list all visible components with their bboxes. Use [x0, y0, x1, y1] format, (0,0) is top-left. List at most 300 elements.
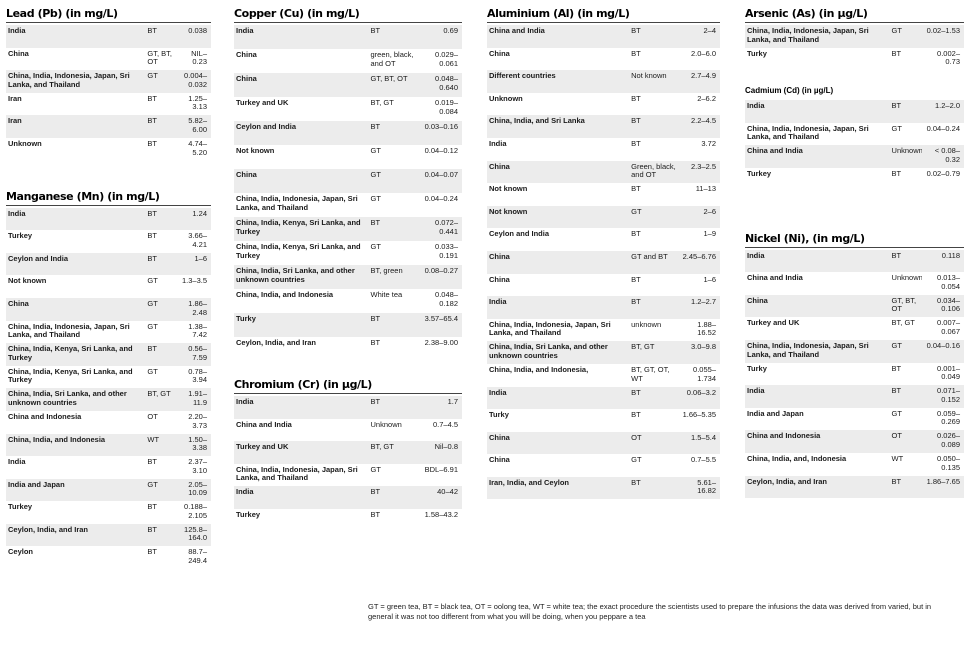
country-cell: China, India, Kenya, Sri Lanka, and Turkey — [6, 343, 145, 366]
table-row — [487, 319, 720, 342]
tea-type-cell: GT — [891, 123, 902, 133]
value-cell: 0.072–0.441 — [419, 217, 462, 241]
value-cell: 1.25–3.13 — [188, 93, 207, 112]
value-cell: 40–42 — [419, 486, 462, 509]
tea-type-cell: BT — [629, 296, 680, 319]
country-cell: Not known — [8, 276, 47, 286]
table-row — [745, 25, 964, 48]
value-cell: 5.61–16.82 — [680, 477, 720, 500]
value-cell: 0.118 — [922, 250, 964, 273]
tea-type-cell: OT — [629, 432, 680, 455]
tea-type-cell: BT — [369, 396, 419, 419]
tea-type-cell: BT, GT — [369, 441, 419, 464]
country-cell: Turkey and UK — [234, 441, 369, 464]
value-cell: 0.08–0.27 — [419, 265, 462, 289]
table-row — [487, 25, 720, 48]
country-cell: India — [745, 385, 890, 408]
lead-table — [6, 25, 211, 161]
value-cell: 0.048–0.640 — [419, 73, 462, 97]
cadmium-title: Cadmium (Cd) (in µg/L) — [745, 86, 834, 96]
country-cell: China — [234, 169, 369, 193]
manganese-title: Manganese (Mn) (in mg/L) — [6, 183, 211, 206]
table-row — [487, 183, 720, 206]
table-row — [234, 97, 462, 121]
tea-type-cell: BT — [147, 457, 157, 467]
tea-type-cell: BT, GT — [370, 98, 394, 107]
table-row — [234, 121, 462, 145]
table-row — [6, 70, 211, 93]
table-row — [6, 93, 211, 116]
value-cell: 0.004–0.032 — [178, 70, 211, 93]
tea-type-cell: GT — [890, 25, 923, 48]
value-cell: 3.0–9.8 — [680, 341, 720, 364]
country-cell: India — [6, 25, 145, 48]
country-cell: China — [489, 48, 510, 58]
table-row — [234, 49, 462, 73]
tea-type-cell: green, black, and OT — [370, 50, 414, 68]
table-row — [487, 93, 720, 116]
tea-type-cell: BT — [369, 217, 419, 241]
value-cell: 0.7–4.5 — [432, 419, 458, 429]
tea-type-cell: GT — [147, 321, 158, 331]
value-cell: 0.02–1.53 — [922, 25, 964, 48]
tea-type-cell: BT — [890, 385, 923, 408]
value-cell: 0.013–0.054 — [937, 273, 960, 291]
tea-type-cell: BT — [631, 274, 641, 284]
value-cell: 0.04–0.07 — [419, 169, 462, 193]
tea-type-cell: BT — [890, 476, 923, 499]
country-cell: China — [487, 251, 629, 274]
country-cell: India — [487, 296, 629, 319]
cadmium-table — [745, 100, 964, 190]
tea-type-cell: GT — [370, 194, 381, 203]
value-cell: 0.034–0.106 — [922, 295, 964, 318]
tea-type-cell: BT — [629, 25, 680, 48]
tea-type-cell: Not known — [629, 70, 680, 93]
table-row — [6, 388, 211, 411]
table-row — [234, 313, 462, 337]
table-row — [234, 396, 462, 419]
table-row — [745, 453, 964, 476]
tea-type-cell: BT — [145, 253, 178, 276]
value-cell: 2.3–2.5 — [680, 161, 720, 184]
table-row — [487, 364, 720, 387]
table-row — [487, 387, 720, 410]
country-cell: China and Indonesia — [745, 430, 890, 453]
value-cell: 1–9 — [703, 229, 716, 239]
tea-type-cell: White tea — [370, 290, 403, 299]
tea-type-cell: BT — [145, 343, 178, 366]
table-row — [487, 341, 720, 364]
tea-type-cell: BT — [891, 48, 902, 58]
country-cell: India — [234, 25, 369, 49]
table-row — [6, 298, 211, 321]
table-row — [234, 241, 462, 265]
country-cell: China, India, and Indonesia — [236, 290, 334, 299]
country-cell: China — [487, 432, 629, 455]
table-row — [234, 217, 462, 241]
column-3 — [487, 0, 720, 499]
value-cell: 2.45–6.76 — [680, 251, 720, 274]
country-cell: Turky — [747, 363, 767, 373]
table-row — [745, 476, 964, 499]
tea-type-cell: BT, green — [369, 265, 419, 289]
table-row — [234, 289, 462, 313]
tea-type-cell: GT — [145, 70, 178, 93]
table-row — [487, 115, 720, 138]
tea-type-cell: Green, black, and OT — [629, 161, 680, 184]
country-cell: Not known — [487, 206, 629, 229]
column-1 — [6, 0, 211, 569]
table-row — [745, 100, 964, 123]
country-cell: Ceylon, India, and Iran — [6, 524, 145, 547]
value-cell: 2.0–6.0 — [690, 48, 716, 58]
value-cell: 0.69 — [419, 25, 462, 49]
value-cell: 0.026–0.089 — [922, 430, 964, 453]
table-row — [6, 524, 211, 547]
tea-type-cell: BT — [629, 115, 680, 138]
country-cell: India — [745, 250, 890, 273]
value-cell: 1.86–7.65 — [922, 476, 964, 499]
table-row — [6, 501, 211, 524]
country-cell: China — [6, 298, 145, 321]
country-cell: Turky — [234, 313, 369, 337]
table-row — [487, 206, 720, 229]
value-cell: 0.78–3.94 — [188, 366, 207, 385]
value-cell: 11–13 — [695, 184, 716, 194]
tea-type-cell: BT, GT, OT, WT — [631, 364, 670, 383]
table-row — [6, 479, 211, 502]
tea-type-cell: OT — [890, 430, 923, 453]
value-cell: < 0.08–0.32 — [922, 145, 964, 168]
value-cell: 1.66–5.35 — [682, 410, 716, 420]
country-cell: Not known — [489, 184, 528, 194]
tea-type-cell: BT — [147, 231, 157, 241]
country-cell: Different countries — [487, 70, 629, 93]
table-row — [487, 138, 720, 161]
value-cell: 0.06–3.2 — [680, 387, 720, 410]
country-cell: India — [8, 457, 26, 467]
country-cell: Iran — [6, 115, 145, 138]
table-row — [745, 48, 964, 71]
table-row — [234, 265, 462, 289]
value-cell: 1.91–11.9 — [178, 388, 211, 411]
country-cell: Turkey — [8, 502, 33, 512]
value-cell: 0.03–0.16 — [419, 121, 462, 145]
country-cell: China, India, Indonesia, Japan, Sri Lanka, and Thailand — [6, 70, 145, 93]
country-cell: China, India, Indonesia, Japan, Sri Lanka, and Thailand — [236, 194, 358, 212]
table-row — [487, 161, 720, 184]
aluminium-title: Aluminium (Al) (in mg/L) — [487, 0, 720, 23]
manganese-table — [6, 208, 211, 570]
table-row — [745, 385, 964, 408]
copper-title: Copper (Cu) (in mg/L) — [234, 0, 462, 23]
arsenic-title: Arsenic (As) (in µg/L) — [745, 0, 964, 23]
copper-table — [234, 25, 462, 361]
country-cell: Turkey — [8, 231, 33, 241]
value-cell: 2.7–4.9 — [680, 70, 720, 93]
value-cell: 0.188–2.105 — [184, 502, 207, 520]
country-cell: China, India, Sri Lanka, and other unknown countries — [234, 265, 369, 289]
table-row — [234, 25, 462, 49]
country-cell: India — [487, 387, 629, 410]
value-cell: 2.2–4.5 — [680, 115, 720, 138]
table-row — [6, 321, 211, 344]
value-cell: 0.019–0.084 — [435, 98, 458, 116]
table-row — [6, 208, 211, 231]
country-cell: Not known — [236, 146, 275, 155]
tea-type-cell: BT — [629, 477, 680, 500]
country-cell: China, India, Kenya, Sri Lanka, and Turkey — [236, 242, 361, 260]
value-cell: 0.059–0.269 — [937, 408, 960, 427]
table-row — [487, 296, 720, 319]
value-cell: Nil–0.8 — [419, 441, 462, 464]
tea-type-cell: BT — [631, 138, 641, 148]
value-cell: 0.02–0.79 — [926, 168, 960, 178]
table-row — [234, 145, 462, 169]
country-cell: China, India, Indonesia, Japan, Sri Lanka, and Thailand — [236, 464, 358, 483]
tea-type-cell: GT — [370, 146, 381, 155]
value-cell: 5.82–6.00 — [178, 115, 211, 138]
tea-type-cell: GT — [370, 242, 381, 251]
country-cell: China and India — [236, 419, 292, 429]
tea-type-cell: BT — [369, 486, 419, 509]
value-cell: 0.001–0.049 — [937, 363, 960, 382]
chromium-title: Chromium (Cr) (in µg/L) — [234, 371, 462, 394]
tea-type-cell: BT — [891, 363, 902, 373]
country-cell: China, India, Indonesia, Japan, Sri Lanka, and Thailand — [489, 319, 611, 338]
table-row — [6, 138, 211, 161]
country-cell: China, India, Indonesia, Japan, Sri Lanka, and Thailand — [747, 123, 869, 142]
value-cell: 1.50–3.38 — [178, 434, 211, 457]
tea-type-cell: BT — [891, 168, 902, 178]
table-row — [234, 486, 462, 509]
table-row — [234, 441, 462, 464]
tea-type-cell: BT — [370, 509, 381, 519]
country-cell: China, India, and Indonesia, — [489, 364, 589, 374]
table-row — [234, 169, 462, 193]
country-cell: China — [234, 73, 369, 97]
table-row — [745, 250, 964, 273]
value-cell: 0.04–0.24 — [926, 123, 960, 133]
value-cell: 1.5–5.4 — [680, 432, 720, 455]
value-cell: 1–6 — [178, 253, 211, 276]
table-row — [6, 48, 211, 71]
value-cell: 1.2–2.0 — [922, 100, 964, 123]
table-row — [234, 73, 462, 97]
tea-type-cell: WT — [145, 434, 178, 457]
country-cell: India — [234, 486, 369, 509]
country-cell: Ceylon, India, and Iran — [236, 338, 317, 347]
country-cell: China — [489, 455, 510, 465]
tea-type-cell: BT — [147, 93, 157, 103]
table-row — [745, 317, 964, 340]
country-cell: India — [745, 100, 890, 123]
country-cell: China, India, and Indonesia — [6, 434, 145, 457]
value-cell: 1.58–43.2 — [424, 509, 458, 519]
value-cell: 1.38–7.42 — [188, 321, 207, 340]
table-row — [234, 464, 462, 487]
table-row — [234, 509, 462, 532]
tea-type-cell: GT — [370, 464, 381, 474]
country-cell: China, India, Kenya, Sri Lanka, and Turkey — [8, 366, 133, 385]
table-row — [745, 340, 964, 363]
country-cell: China and India — [487, 25, 629, 48]
tea-type-cell: BT — [890, 250, 923, 273]
country-cell: China, India, Kenya, Sri Lanka, and Turkey — [234, 217, 369, 241]
tea-type-cell: BT — [147, 502, 157, 512]
table-row — [234, 419, 462, 442]
value-cell: 2.20–3.73 — [188, 411, 207, 430]
table-row — [6, 456, 211, 479]
tea-type-cell: BT, GT — [145, 388, 178, 411]
value-cell: 0.071–0.152 — [922, 385, 964, 408]
tea-type-cell: BT — [145, 25, 178, 48]
country-cell: Unknown — [489, 93, 523, 103]
lead-title: Lead (Pb) (in mg/L) — [6, 0, 211, 23]
table-row — [745, 272, 964, 295]
country-cell: Turky — [489, 410, 509, 420]
value-cell: 0.04–0.24 — [424, 194, 458, 203]
value-cell: 0.055–1.734 — [693, 364, 716, 383]
tea-type-cell: GT — [629, 206, 680, 229]
value-cell: 0.038 — [178, 25, 211, 48]
tea-type-cell: BT — [631, 93, 641, 103]
value-cell: 2–4 — [680, 25, 720, 48]
table-row — [487, 477, 720, 500]
tea-type-cell: GT — [891, 408, 902, 418]
chromium-table — [234, 396, 462, 532]
value-cell: 0.7–5.5 — [690, 455, 716, 465]
value-cell: 0.56–7.59 — [178, 343, 211, 366]
country-cell: Turky — [747, 48, 767, 58]
country-cell: Unknown — [8, 138, 42, 148]
country-cell: China and Indonesia — [8, 411, 82, 421]
value-cell: 0.029–0.061 — [435, 50, 458, 68]
value-cell: 0.002–0.73 — [937, 48, 960, 67]
tea-type-cell: BT, GT — [629, 341, 680, 364]
table-row — [6, 230, 211, 253]
country-cell: India — [234, 396, 369, 419]
tea-type-cell: Unknown — [370, 419, 402, 429]
country-cell: China — [487, 161, 629, 184]
country-cell: Turkey and UK — [236, 98, 289, 107]
tea-type-cell: BT, GT — [891, 318, 915, 328]
country-cell: China — [489, 274, 510, 284]
table-row — [6, 115, 211, 138]
country-cell: India and Japan — [6, 479, 145, 502]
column-2 — [234, 0, 462, 532]
table-row — [745, 168, 964, 191]
table-row — [6, 411, 211, 434]
table-row — [487, 432, 720, 455]
tea-type-cell: BT — [890, 100, 923, 123]
table-row — [745, 295, 964, 318]
tea-type-cell: BT — [631, 410, 641, 420]
tea-type-cell: BT — [145, 115, 178, 138]
table-row — [487, 409, 720, 432]
tea-type-cell: BT — [145, 208, 178, 231]
country-cell: Ceylon, India, and Iran — [745, 476, 890, 499]
country-cell: Iran, India, and Ceylon — [487, 477, 629, 500]
value-cell: 1.88–16.52 — [697, 319, 716, 338]
table-row — [487, 454, 720, 477]
country-cell: Ceylon — [8, 547, 34, 557]
table-row — [6, 275, 211, 298]
tea-type-cell: GT — [369, 169, 419, 193]
table-row — [6, 253, 211, 276]
value-cell: 0.050–0.135 — [937, 453, 960, 472]
nickel-title: Nickel (Ni), (in mg/L) — [745, 225, 964, 248]
table-row — [234, 337, 462, 361]
nickel-table — [745, 250, 964, 499]
table-row — [487, 70, 720, 93]
country-cell: China, India, and Sri Lanka — [487, 115, 629, 138]
table-row — [6, 343, 211, 366]
table-row — [487, 251, 720, 274]
value-cell: 1–6 — [703, 274, 716, 284]
value-cell: BDL–6.91 — [424, 464, 458, 474]
tea-type-cell: GT — [890, 340, 923, 363]
tea-type-cell: BT — [631, 229, 641, 239]
country-cell: Turkey — [747, 168, 772, 178]
value-cell: 3.72 — [701, 138, 716, 148]
country-cell: China, India, Sri Lanka, and other unknown countries — [487, 341, 629, 364]
tea-type-cell: GT — [631, 455, 642, 465]
country-cell: China — [8, 48, 29, 58]
value-cell: 0.007–0.067 — [937, 318, 960, 336]
tea-type-cell: BT — [631, 48, 641, 58]
tea-type-cell: GT, BT, OT — [147, 48, 172, 67]
tea-type-cell: GT — [147, 366, 158, 376]
table-row — [745, 363, 964, 386]
value-cell: NIL–0.23 — [191, 48, 207, 67]
country-cell: China and India — [745, 145, 890, 168]
tea-type-cell: WT — [891, 453, 904, 463]
value-cell: 0.04–0.12 — [424, 146, 458, 155]
value-cell: 0.033–0.191 — [435, 242, 458, 260]
tea-type-cell: BT — [147, 138, 157, 148]
country-cell: China, India, Indonesia, Japan, Sri Lanka, and Thailand — [8, 321, 130, 340]
value-cell: 1.86–2.48 — [178, 298, 211, 321]
value-cell: 2.05–10.09 — [178, 479, 211, 502]
value-cell: 2.38–9.00 — [424, 338, 458, 347]
table-row — [6, 546, 211, 569]
tea-type-cell: Unknown — [890, 145, 923, 168]
tea-type-cell: GT — [147, 276, 158, 286]
country-cell: China and India — [747, 273, 803, 283]
country-cell: Ceylon and India — [6, 253, 145, 276]
table-row — [745, 123, 964, 146]
tea-type-cell: BT — [145, 524, 178, 547]
tea-type-cell: unknown — [631, 319, 662, 329]
table-row — [6, 25, 211, 48]
tea-type-cell: GT, BT, OT — [890, 295, 923, 318]
tea-type-cell: BT — [631, 184, 641, 194]
value-cell: 4.74–5.20 — [188, 138, 207, 157]
aluminium-table — [487, 25, 720, 499]
country-cell: China, India, Indonesia, Japan, Sri Lanka, and Thailand — [745, 25, 890, 48]
tea-type-cell: BT — [370, 338, 381, 347]
value-cell: 1.2–2.7 — [680, 296, 720, 319]
country-cell: India — [6, 208, 145, 231]
table-row — [487, 274, 720, 297]
country-cell: Iran — [8, 93, 22, 103]
country-cell: Ceylon and India — [489, 229, 550, 239]
value-cell: 1.3–3.5 — [181, 276, 207, 286]
value-cell: 2.37–3.10 — [188, 457, 207, 475]
table-row — [487, 228, 720, 251]
